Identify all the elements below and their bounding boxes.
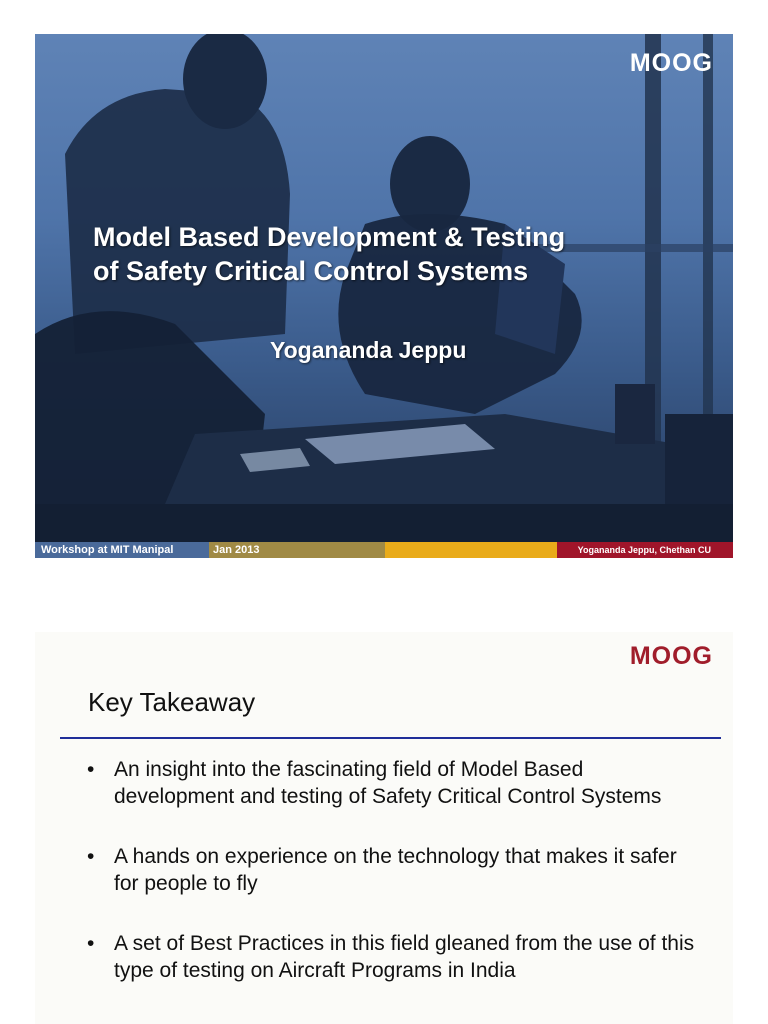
bullet-text: An insight into the fascinating field of Model Based development and testing of Safety Critical Control Systems <box>114 758 662 808</box>
title-line-2: of Safety Critical Control Systems <box>93 256 529 286</box>
list-item <box>85 756 705 810</box>
takeaway-list <box>85 756 705 1017</box>
bullet-text: A hands on experience on the technology that makes it safer for people to fly <box>114 845 677 895</box>
bullet-icon: • <box>87 845 95 868</box>
presentation-title <box>93 220 713 288</box>
bullet-icon: • <box>87 932 95 955</box>
slide-heading: Key Takeaway <box>88 687 256 717</box>
title-slide <box>35 34 733 558</box>
slide-footer <box>35 542 733 558</box>
key-takeaway-slide <box>35 632 733 1024</box>
bullet-text: A set of Best Practices in this field gleaned from the use of this type of testing on Aircraft Programs in India <box>114 932 695 982</box>
moog-logo: MOOG <box>629 49 713 77</box>
heading-divider <box>60 737 721 739</box>
moog-logo: MOOG <box>629 642 713 670</box>
title-line-1: Model Based Development & Testing <box>93 222 566 252</box>
list-item <box>85 843 705 897</box>
footer-date: Jan 2013 <box>209 542 385 558</box>
footer-spacer <box>385 542 557 558</box>
list-item <box>85 930 705 984</box>
bullet-icon: • <box>87 758 95 781</box>
author-name: Yogananda Jeppu <box>270 337 467 363</box>
footer-authors: Yogananda Jeppu, Chethan CU <box>557 542 733 558</box>
footer-workshop: Workshop at MIT Manipal <box>35 542 209 558</box>
background-photo <box>35 34 733 558</box>
